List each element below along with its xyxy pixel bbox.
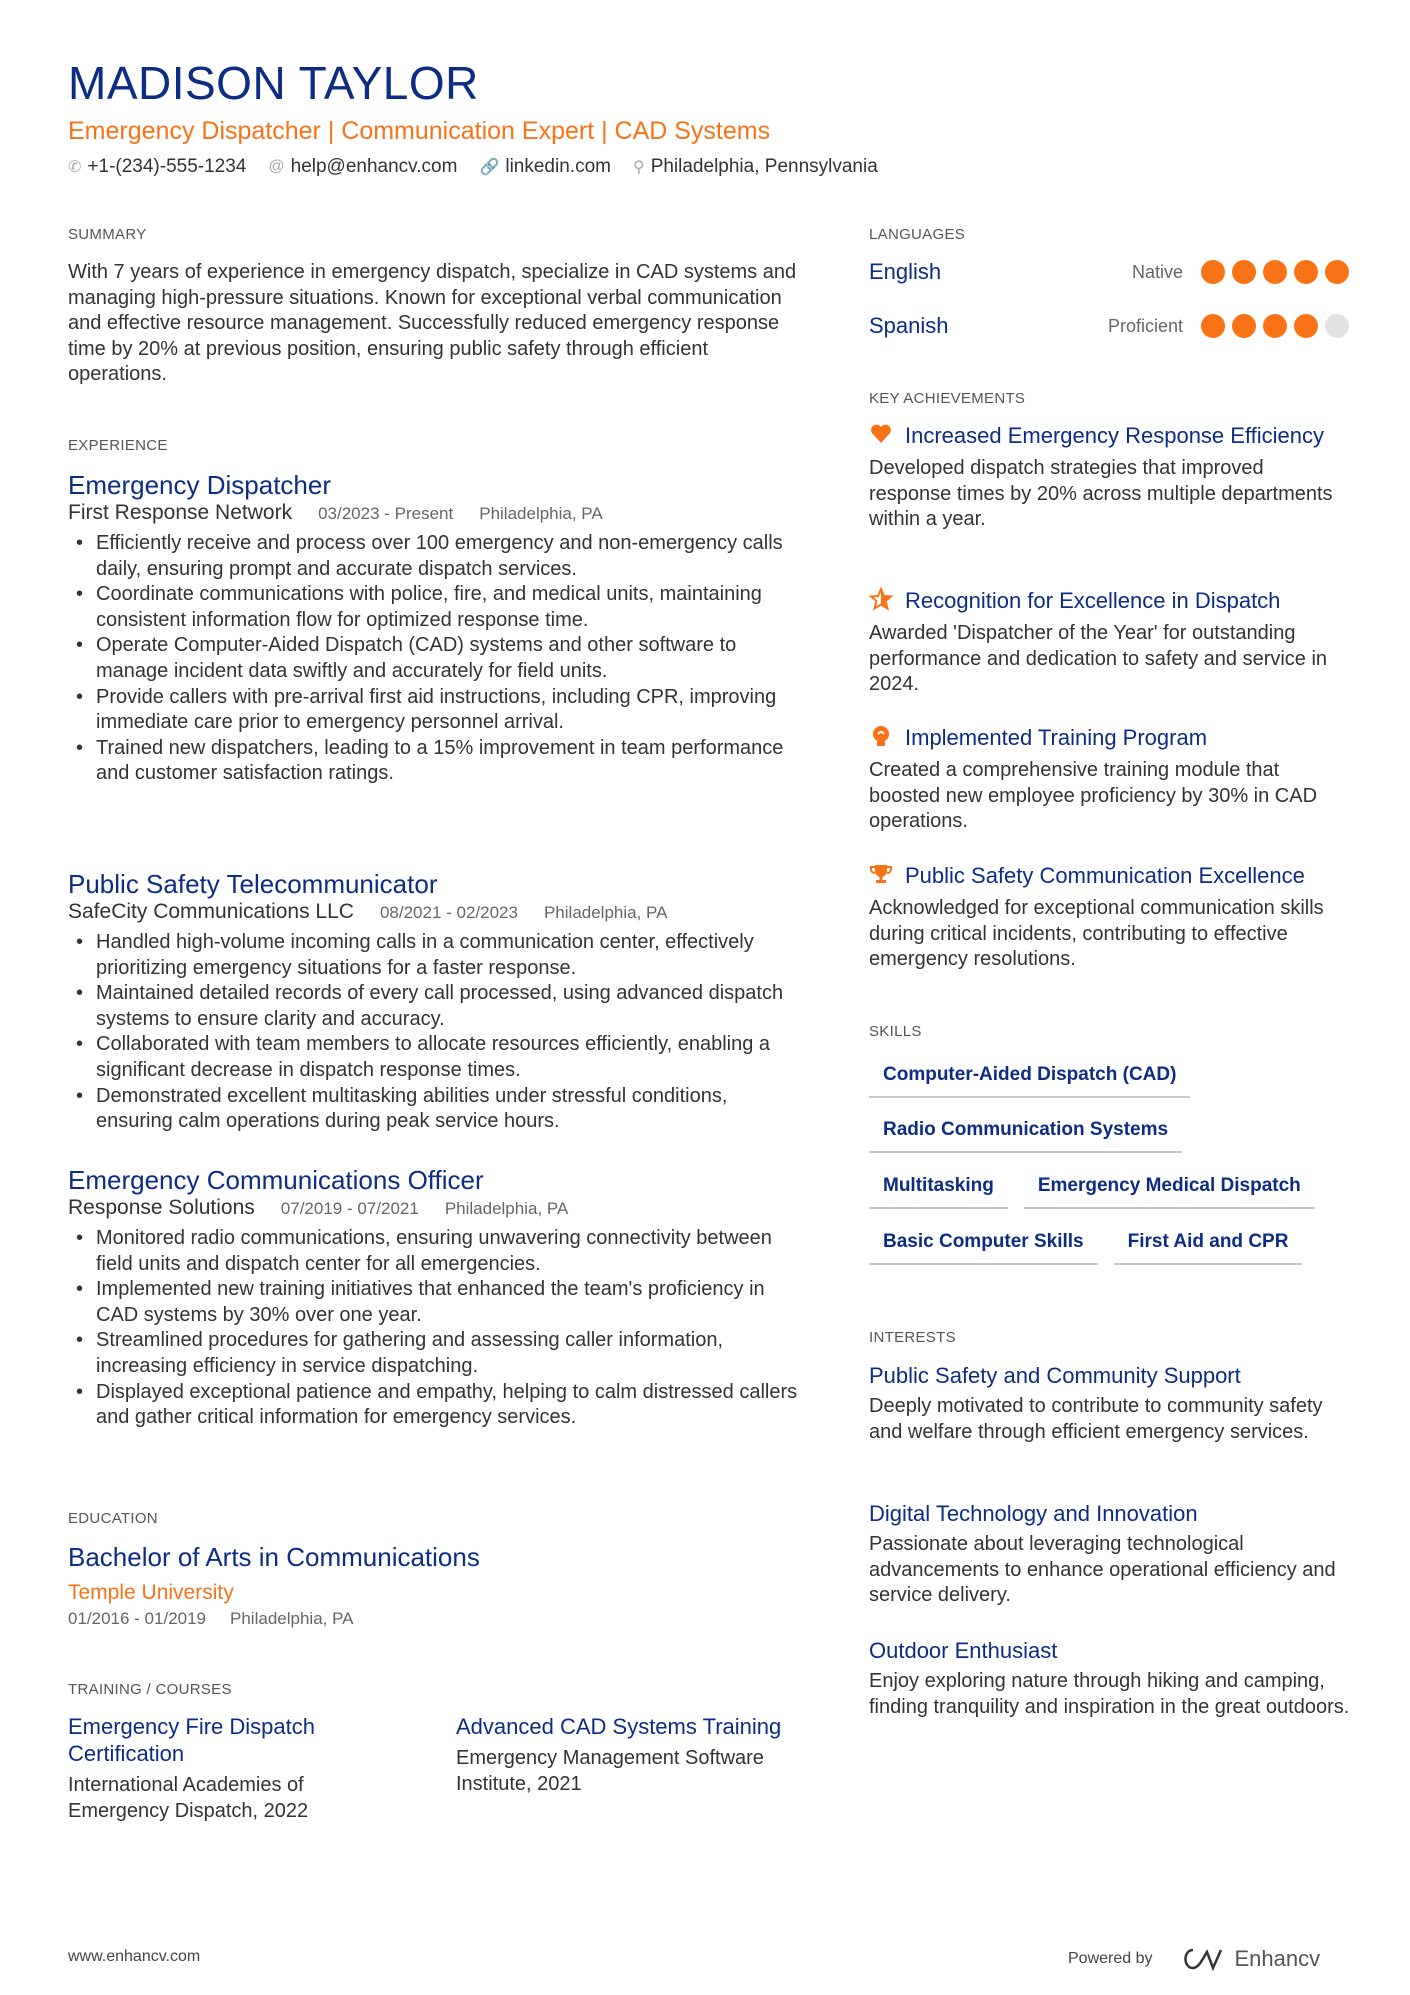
- contact-text: +1-(234)-555-1234: [87, 156, 247, 177]
- achievement-description: Created a comprehensive training module that boosted new employee proficiency by 30% in CAD operations.: [869, 759, 1318, 833]
- course-description: International Academies of Emergency Dispatch, 2022: [68, 1774, 309, 1822]
- achievement-item: [869, 422, 1349, 533]
- summary-heading: SUMMARY: [68, 226, 147, 243]
- job-dates: 03/2023 - Present: [318, 504, 454, 523]
- language-rating: [1201, 314, 1349, 338]
- candidate-title: Emergency Dispatcher | Communication Expert | CAD Systems: [68, 117, 771, 145]
- education-dates: 01/2016 - 01/2019: [68, 1609, 207, 1628]
- interest-description: Deeply motivated to contribute to community safety and welfare through efficient emergency services.: [869, 1395, 1323, 1443]
- company-name: Response Solutions: [68, 1196, 255, 1219]
- candidate-name: MADISON TAYLOR: [68, 57, 479, 109]
- bullet-item: • Collaborated with team members to allocate resources efficiently, enabling a significant decrease in dispatch response times.: [68, 1032, 798, 1083]
- company-name: First Response Network: [68, 501, 293, 524]
- skill-tag: Emergency Medical Dispatch: [1024, 1175, 1315, 1209]
- contact-text: Philadelphia, Pennsylvania: [650, 156, 878, 177]
- interest-description: Enjoy exploring nature through hiking and camping, finding tranquility and inspiration in the great outdoors.: [869, 1670, 1350, 1718]
- star-icon: [869, 587, 893, 617]
- achievement-title: Increased Emergency Response Efficiency: [905, 423, 1325, 448]
- job-meta: [68, 1196, 798, 1220]
- job-meta: [68, 501, 798, 525]
- achievement-title: Recognition for Excellence in Dispatch: [905, 588, 1281, 613]
- skill-tag: Radio Communication Systems: [869, 1119, 1182, 1153]
- interest-item: [869, 1362, 1359, 1445]
- course-title: Advanced CAD Systems Training: [456, 1714, 782, 1739]
- job-bullets: [68, 930, 798, 1135]
- achievements-heading: KEY ACHIEVEMENTS: [869, 390, 1026, 407]
- course-item: [68, 1713, 408, 1824]
- enhancv-brand: Enhancv: [1234, 1946, 1321, 1971]
- skill-tag: Basic Computer Skills: [869, 1231, 1098, 1265]
- job-location: Philadelphia, PA: [479, 504, 603, 523]
- achievement-title: Public Safety Communication Excellence: [905, 863, 1305, 888]
- rating-dot: [1232, 314, 1256, 338]
- bullet-item: • Maintained detailed records of every call processed, using advanced dispatch systems to ensure clarity and accuracy.: [68, 981, 798, 1032]
- skills-row: [869, 1119, 1182, 1153]
- interest-title: Public Safety and Community Support: [869, 1363, 1241, 1388]
- at-icon: @: [268, 158, 285, 175]
- job-location: Philadelphia, PA: [543, 903, 668, 922]
- powered-by: [1068, 1946, 1320, 1972]
- bullet-item: • Trained new dispatchers, leading to a 15% improvement in team performance and customer satisfaction ratings.: [68, 736, 798, 787]
- skills-heading: SKILLS: [869, 1023, 922, 1040]
- school-name: Temple University: [68, 1581, 234, 1604]
- job-entry: [68, 1164, 798, 1431]
- achievement-title-row: [869, 422, 1349, 452]
- trophy-icon: [869, 862, 893, 892]
- interest-title: Digital Technology and Innovation: [869, 1501, 1198, 1526]
- company-name: SafeCity Communications LLC: [68, 900, 354, 923]
- bullet-item: • Monitored radio communications, ensuring unwavering connectivity between field units and dispatch center for all emergencies.: [68, 1226, 798, 1277]
- contact-text: help@enhancv.com: [290, 156, 458, 177]
- link-icon: 🔗: [479, 159, 500, 176]
- job-entry: [68, 868, 798, 1135]
- skill-tag: Multitasking: [869, 1175, 1008, 1209]
- achievement-description: Developed dispatch strategies that improved response times by 20% across multiple departments within a year.: [869, 457, 1333, 531]
- bullet-item: • Efficiently receive and process over 100 emergency and non-emergency calls daily, ensuring prompt and accurate dispatch services.: [68, 531, 798, 582]
- achievement-title-row: [869, 724, 1349, 754]
- rating-dot: [1232, 260, 1256, 284]
- rating-dot: [1294, 314, 1318, 338]
- bullet-item: • Demonstrated excellent multitasking abilities under stressful conditions, ensuring calm operations during peak service hours.: [68, 1084, 798, 1135]
- interest-title: Outdoor Enthusiast: [869, 1638, 1058, 1663]
- degree-title: Bachelor of Arts in Communications: [68, 1542, 480, 1572]
- language-name: Spanish: [869, 313, 949, 338]
- achievement-item: [869, 724, 1349, 835]
- course-description: Emergency Management Software Institute, 2021: [456, 1747, 764, 1795]
- job-title: Emergency Dispatcher: [68, 470, 331, 500]
- interest-item: [869, 1637, 1359, 1720]
- enhancv-logo: [1179, 1946, 1321, 1972]
- contact-info: [68, 156, 878, 178]
- skill-tag: First Aid and CPR: [1114, 1231, 1303, 1265]
- language-item: [869, 313, 1349, 339]
- language-level: Proficient: [1107, 315, 1183, 336]
- education-heading: EDUCATION: [68, 1510, 158, 1527]
- job-dates: 08/2021 - 02/2023: [379, 903, 518, 922]
- skills-row: [869, 1231, 1302, 1265]
- contact-item[interactable]: [479, 156, 611, 178]
- job-dates: 07/2019 - 07/2021: [280, 1199, 419, 1218]
- rating-dot: [1294, 260, 1318, 284]
- interests-heading: INTERESTS: [869, 1329, 956, 1346]
- rating-dot: [1325, 314, 1349, 338]
- rating-dot: [1201, 260, 1225, 284]
- course-title: Emergency Fire Dispatch Certification: [68, 1714, 315, 1766]
- job-location: Philadelphia, PA: [444, 1199, 569, 1218]
- language-level: Native: [1131, 261, 1183, 282]
- course-item: [456, 1713, 796, 1797]
- bullet-item: • Streamlined procedures for gathering and assessing caller information, increasing efficiency in service dispatching.: [68, 1328, 798, 1379]
- achievement-title-row: [869, 587, 1349, 617]
- powered-by-label: Powered by: [1068, 1950, 1153, 1967]
- experience-heading: EXPERIENCE: [68, 437, 168, 454]
- bullet-item: • Coordinate communications with police, fire, and medical units, maintaining consistent information flow for optimized response time.: [68, 582, 798, 633]
- achievement-description: Acknowledged for exceptional communication skills during critical incidents, contributing to effective emergency resolutions.: [869, 897, 1324, 971]
- bullet-item: • Displayed exceptional patience and empathy, helping to calm distressed callers and gather critical information for emergency services.: [68, 1380, 798, 1431]
- achievement-item: [869, 587, 1349, 698]
- education-location: Philadelphia, PA: [230, 1609, 354, 1628]
- bullet-item: • Provide callers with pre-arrival first aid instructions, including CPR, improving immediate care prior to emergency personnel arrival.: [68, 685, 798, 736]
- job-bullets: [68, 531, 798, 787]
- achievement-title: Implemented Training Program: [905, 725, 1208, 750]
- bullet-item: • Implemented new training initiatives that enhanced the team's proficiency in CAD systems by 30% over one year.: [68, 1277, 798, 1328]
- job-entry: [68, 469, 798, 787]
- skills-row: [869, 1175, 1315, 1209]
- skills-row: [869, 1064, 1190, 1098]
- education-meta: [68, 1609, 354, 1629]
- contact-item[interactable]: [633, 156, 878, 178]
- languages-heading: LANGUAGES: [869, 226, 966, 243]
- location-icon: ⚲: [632, 159, 645, 176]
- job-title: Public Safety Telecommunicator: [68, 869, 438, 899]
- interest-item: [869, 1500, 1359, 1609]
- lightbulb-icon: [869, 724, 893, 754]
- achievement-item: [869, 862, 1349, 973]
- job-bullets: [68, 1226, 798, 1431]
- contact-item[interactable]: [268, 156, 457, 178]
- interest-description: Passionate about leveraging technological advancements to enhance operational efficiency and service delivery.: [869, 1533, 1336, 1607]
- heart-icon: [869, 422, 893, 452]
- enhancv-logo-icon: [1179, 1946, 1225, 1972]
- contact-text: linkedin.com: [505, 156, 611, 177]
- job-meta: [68, 900, 798, 924]
- rating-dot: [1325, 260, 1349, 284]
- language-rating: [1201, 260, 1349, 284]
- job-title: Emergency Communications Officer: [68, 1165, 484, 1195]
- rating-dot: [1263, 314, 1287, 338]
- training-heading: TRAINING / COURSES: [68, 1681, 232, 1698]
- rating-dot: [1263, 260, 1287, 284]
- language-item: [869, 259, 1349, 285]
- bullet-item: • Handled high-volume incoming calls in a communication center, effectively prioritizing emergency situations for a faster response.: [68, 930, 798, 981]
- skill-tag: Computer-Aided Dispatch (CAD): [869, 1064, 1190, 1098]
- language-name: English: [869, 259, 942, 284]
- footer-website[interactable]: www.enhancv.com: [68, 1948, 201, 1965]
- contact-item[interactable]: [68, 156, 246, 178]
- achievement-description: Awarded 'Dispatcher of the Year' for outstanding performance and dedication to safety and service in 2024.: [869, 622, 1328, 696]
- summary-text: With 7 years of experience in emergency dispatch, specialize in CAD systems and managing high-pressure situations. Known for exceptional verbal communication and effective resource management. Successfully reduced emergency response time by 20% at previous position, ensuring public safety through efficient operations.: [68, 261, 797, 386]
- phone-icon: ✆: [68, 159, 82, 176]
- rating-dot: [1201, 314, 1225, 338]
- bullet-item: • Operate Computer-Aided Dispatch (CAD) systems and other software to manage incident data swiftly and accurately for field units.: [68, 633, 798, 684]
- achievement-title-row: [869, 862, 1349, 892]
